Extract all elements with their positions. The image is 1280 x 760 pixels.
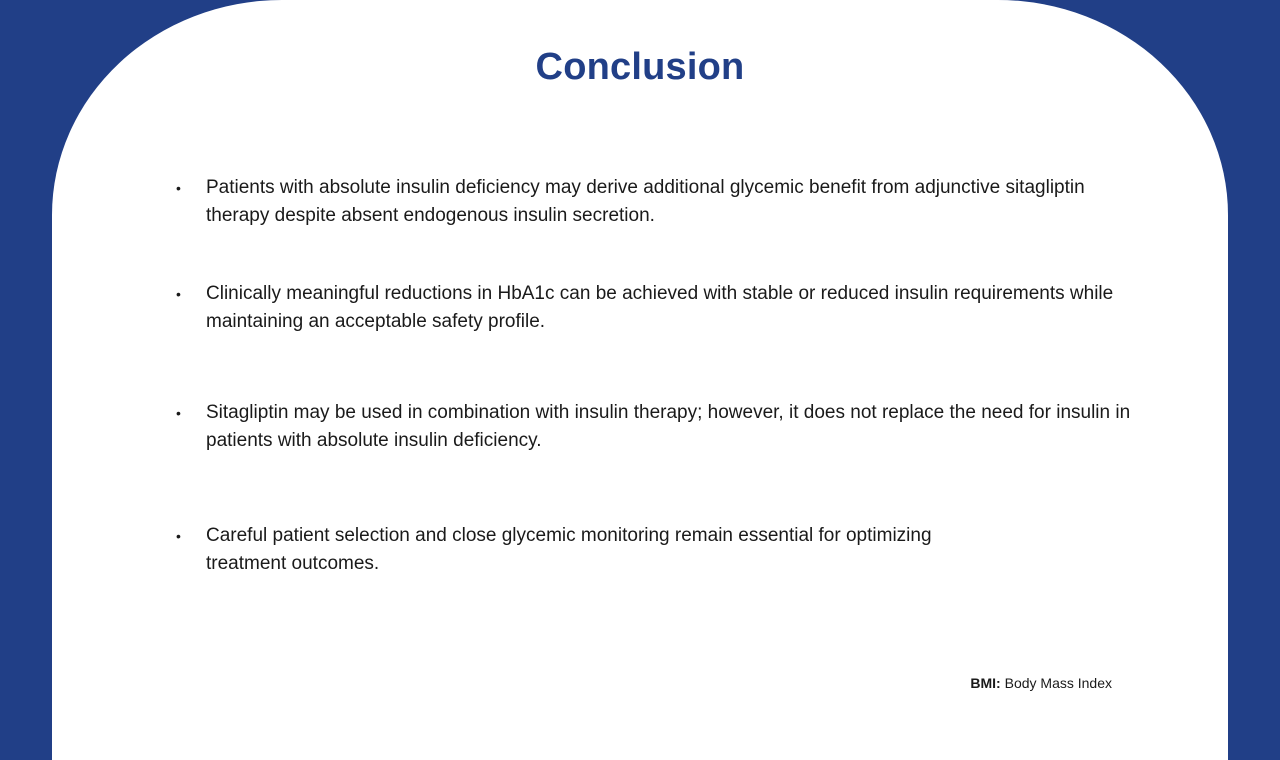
bullet-text: Clinically meaningful reductions in HbA1c can be achieved with stable or reduced insulin requirements while maintaining an acceptable safety profile. <box>206 283 1114 332</box>
bullet-icon: • <box>176 528 181 544</box>
bullet-item <box>176 174 1136 230</box>
bullet-icon: • <box>176 286 181 302</box>
footnote-term: BMI: <box>970 675 1001 691</box>
abbreviation-footnote <box>970 675 1112 691</box>
bullet-item <box>176 399 1136 455</box>
bullet-icon: • <box>176 405 181 421</box>
slide-title: Conclusion <box>535 46 745 88</box>
bullet-text: Patients with absolute insulin deficiency may derive additional glycemic benefit from adjunctive sitagliptin therapy despite absent endogenous insulin secretion. <box>206 177 1085 226</box>
footnote-definition: Body Mass Index <box>1000 675 1112 691</box>
bullet-text: Careful patient selection and close glycemic monitoring remain essential for optimizing treatment outcomes. <box>206 525 932 574</box>
bullet-item <box>176 522 1136 578</box>
bullet-icon: • <box>176 180 181 196</box>
bullet-text: Sitagliptin may be used in combination with insulin therapy; however, it does not replace the need for insulin in patients with absolute insulin deficiency. <box>206 402 1131 451</box>
slide-card <box>52 0 1228 760</box>
bullet-item <box>176 280 1136 336</box>
